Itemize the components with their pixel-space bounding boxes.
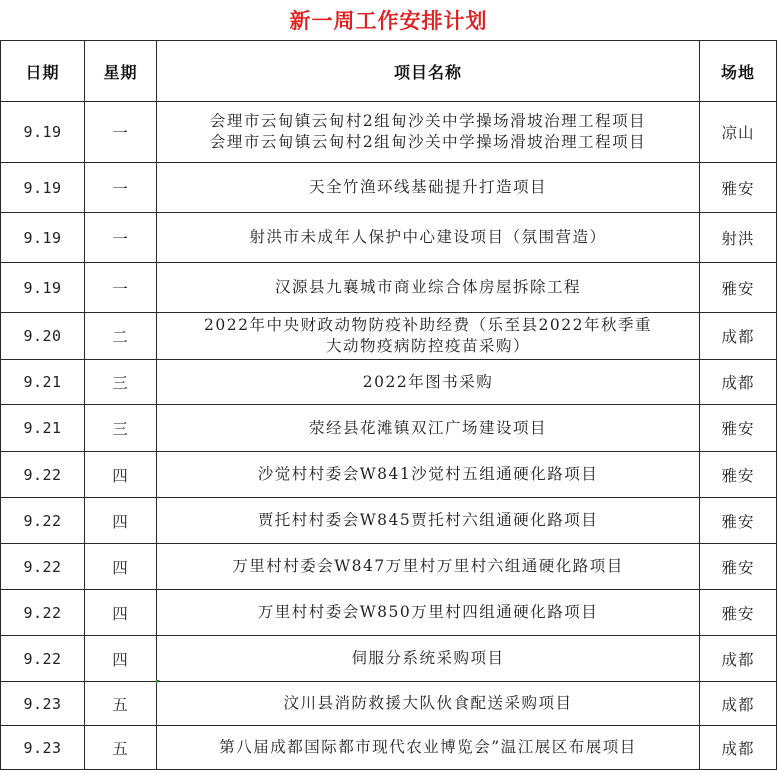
weekday-cell: 二	[85, 313, 157, 360]
date-cell: 9.19	[1, 102, 85, 163]
table-row	[1, 360, 777, 405]
table-row	[1, 263, 777, 313]
date-cell: 9.19	[1, 263, 85, 313]
venue-cell: 雅安	[700, 452, 777, 498]
weekday-cell: 一	[85, 213, 157, 263]
header-venue: 场地	[700, 41, 777, 102]
venue-cell: 成都	[700, 360, 777, 405]
project-cell: 2022年中央财政动物防疫补助经费（乐至县2022年秋季重 大动物疫病防控疫苗采购）	[157, 313, 700, 360]
venue-cell: 射洪	[700, 213, 777, 263]
date-cell: 9.20	[1, 313, 85, 360]
venue-cell: 凉山	[700, 102, 777, 163]
weekday-cell: 四	[85, 590, 157, 636]
schedule-table	[0, 40, 777, 770]
table-row	[1, 163, 777, 213]
project-cell: 第八届成都国际都市现代农业博览会”温江展区布展项目	[157, 726, 700, 770]
weekday-cell: 五	[85, 682, 157, 726]
page-title: 新一周工作安排计划	[289, 8, 488, 33]
venue-cell: 成都	[700, 313, 777, 360]
table-row	[1, 590, 777, 636]
table-row	[1, 636, 777, 682]
table-row	[1, 498, 777, 544]
project-cell: 万里村村委会W847万里村万里村六组通硬化路项目	[157, 544, 700, 590]
date-cell: 9.19	[1, 213, 85, 263]
weekday-cell: 四	[85, 498, 157, 544]
venue-cell: 雅安	[700, 590, 777, 636]
project-cell: 万里村村委会W850万里村四组通硬化路项目	[157, 590, 700, 636]
weekday-cell: 四	[85, 452, 157, 498]
venue-cell: 雅安	[700, 163, 777, 213]
project-cell: 汉源县九襄城市商业综合体房屋拆除工程	[157, 263, 700, 313]
project-cell: 会理市云甸镇云甸村2组甸沙关中学操场滑坡治理工程项目 会理市云甸镇云甸村2组甸沙关中学操场滑坡治理工程项目	[157, 102, 700, 163]
header-row	[1, 41, 777, 102]
project-cell: 天全竹渔环线基础提升打造项目	[157, 163, 700, 213]
date-cell: 9.23	[1, 726, 85, 770]
table-row	[1, 544, 777, 590]
weekday-cell: 一	[85, 163, 157, 213]
date-cell: 9.23	[1, 682, 85, 726]
weekday-cell: 五	[85, 726, 157, 770]
project-cell: 荥经县花滩镇双江广场建设项目	[157, 405, 700, 452]
project-cell: 2022年图书采购	[157, 360, 700, 405]
project-cell: 射洪市未成年人保护中心建设项目（氛围营造）	[157, 213, 700, 263]
venue-cell: 雅安	[700, 405, 777, 452]
date-cell: 9.22	[1, 498, 85, 544]
table-row	[1, 213, 777, 263]
venue-cell: 雅安	[700, 544, 777, 590]
weekday-cell: 三	[85, 360, 157, 405]
venue-cell: 成都	[700, 726, 777, 770]
weekday-cell: 四	[85, 636, 157, 682]
project-cell: 贾托村村委会W845贾托村六组通硬化路项目	[157, 498, 700, 544]
table-row	[1, 452, 777, 498]
project-cell: 伺服分系统采购项目	[157, 636, 700, 682]
table-row	[1, 682, 777, 726]
venue-cell: 成都	[700, 636, 777, 682]
table-row	[1, 102, 777, 163]
date-cell: 9.22	[1, 636, 85, 682]
weekday-cell: 四	[85, 544, 157, 590]
cell-comment-marker	[156, 680, 160, 684]
date-cell: 9.22	[1, 590, 85, 636]
header-date: 日期	[1, 41, 85, 102]
header-project: 项目名称	[157, 41, 700, 102]
project-cell: 沙觉村村委会W841沙觉村五组通硬化路项目	[157, 452, 700, 498]
weekday-cell: 一	[85, 263, 157, 313]
date-cell: 9.19	[1, 163, 85, 213]
weekday-cell: 一	[85, 102, 157, 163]
date-cell: 9.22	[1, 452, 85, 498]
project-cell: 汶川县消防救援大队伙食配送采购项目	[157, 682, 700, 726]
date-cell: 9.21	[1, 360, 85, 405]
venue-cell: 成都	[700, 682, 777, 726]
venue-cell: 雅安	[700, 498, 777, 544]
weekday-cell: 三	[85, 405, 157, 452]
header-weekday: 星期	[85, 41, 157, 102]
venue-cell: 雅安	[700, 263, 777, 313]
table-row	[1, 313, 777, 360]
table-row	[1, 405, 777, 452]
date-cell: 9.22	[1, 544, 85, 590]
table-row	[1, 726, 777, 770]
date-cell: 9.21	[1, 405, 85, 452]
